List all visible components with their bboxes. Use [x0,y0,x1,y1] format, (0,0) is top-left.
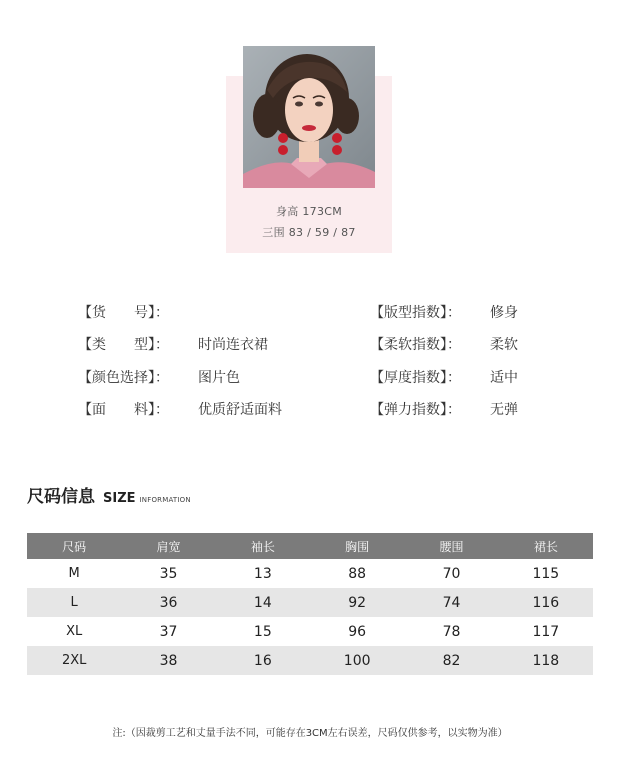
spec-value: 图片色 [198,370,240,386]
table-cell: 14 [216,588,310,617]
table-cell: 70 [442,565,461,582]
spec-label: 【厚度指数】： [370,370,461,386]
table-cell: 116 [499,588,593,617]
spec-label: 【柔软指数】： [370,337,461,353]
table-cell: 38 [121,646,215,675]
table-cell: 37 [159,623,178,640]
size-title-en: SIZE [103,491,136,506]
table-cell: 88 [348,565,367,582]
table-cell: 117 [532,623,560,640]
model-measurements: 三围 83 / 59 / 87 [262,226,356,239]
spec-value: 无弹 [490,402,518,418]
spec-value: 柔软 [490,337,518,353]
spec-value: 时尚连衣裙 [198,337,268,353]
size-title-cn: 尺码信息 [27,487,95,507]
header-size: 尺码 [27,533,121,559]
spec-label: 【颜色选择】： [78,370,169,386]
header-waist: 腰围 [404,533,498,559]
table-cell: 36 [121,588,215,617]
table-cell: 115 [532,565,560,582]
header-sleeve: 袖长 [216,533,310,559]
spec-label: 【弹力指数】： [370,402,461,418]
table-cell: 78 [442,623,461,640]
table-cell: M [68,566,80,581]
model-photo [243,46,375,188]
table-cell: 16 [216,646,310,675]
spec-label: 【版型指数】： [370,305,461,321]
spec-label: 【面 料】： [78,402,169,418]
header-length: 裙长 [499,533,593,559]
spec-value: 修身 [490,305,518,321]
spec-label: 【货 号】： [78,305,169,321]
size-title-en-small: INFORMATION [139,496,191,504]
table-cell: 15 [253,623,272,640]
header-bust: 胸围 [310,533,404,559]
table-row [27,617,593,646]
table-row [27,646,593,675]
table-header-row [27,533,593,559]
size-table [27,533,593,675]
table-row [27,559,593,588]
spec-value: 适中 [490,370,518,386]
spec-label: 【类 型】： [78,337,169,353]
model-height: 身高 173CM [275,205,343,218]
spec-value: 优质舒适面料 [198,402,282,418]
table-row [27,588,593,617]
table-cell: 92 [310,588,404,617]
table-cell: 74 [404,588,498,617]
table-cell: 96 [348,623,367,640]
table-cell: 82 [404,646,498,675]
table-cell: 2XL [27,646,121,675]
table-cell: 100 [310,646,404,675]
size-section-title [27,482,191,507]
table-cell: 13 [253,565,272,582]
table-cell: 118 [499,646,593,675]
table-cell: XL [66,624,83,639]
table-cell: L [27,588,121,617]
size-note: 注:（因裁剪工艺和丈量手法不同，可能存在3CM左右误差，尺码仅供参考，以实物为准） [112,728,508,739]
table-cell: 35 [159,565,178,582]
header-shoulder: 肩宽 [121,533,215,559]
